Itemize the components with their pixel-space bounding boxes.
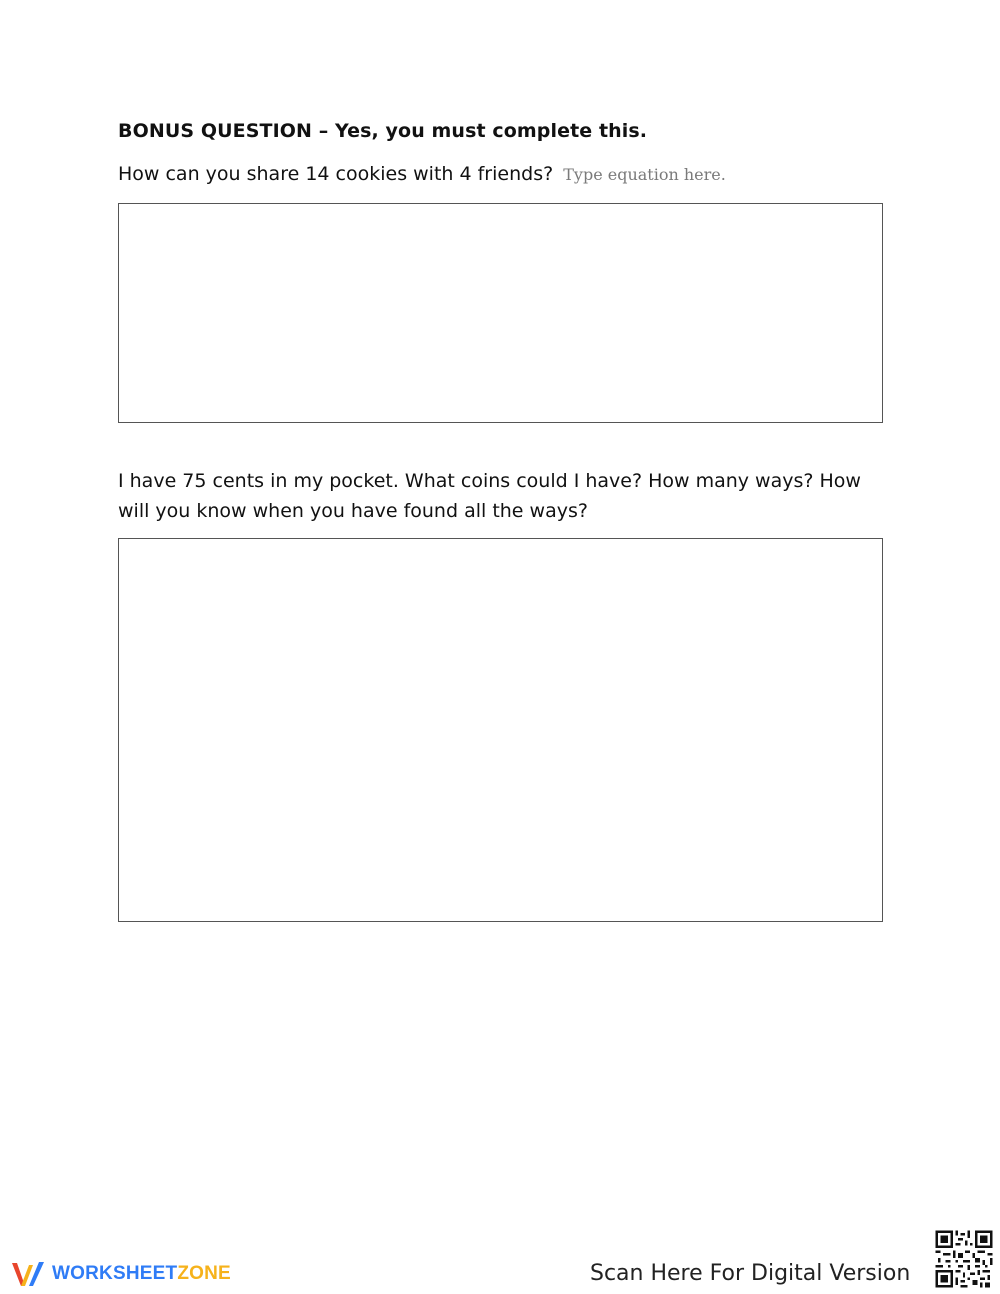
answer-box-2[interactable] bbox=[118, 538, 883, 922]
question-2-text: I have 75 cents in my pocket. What coins could I have? How many ways? How will you know when you have found all the ways? bbox=[118, 470, 861, 522]
brand-name-part1: WORKSHEET bbox=[52, 1263, 178, 1284]
brand-name bbox=[52, 1263, 231, 1285]
brand-name-part2: ZONE bbox=[177, 1263, 231, 1284]
scan-caption: Scan Here For Digital Version bbox=[590, 1261, 911, 1286]
answer-box-1[interactable] bbox=[118, 203, 883, 423]
qr-code-icon[interactable] bbox=[933, 1228, 995, 1290]
bonus-question-title: BONUS QUESTION – Yes, you must complete this. bbox=[118, 120, 648, 142]
logo-w-icon bbox=[10, 1259, 48, 1289]
worksheetzone-logo bbox=[10, 1258, 231, 1290]
question-1-text: How can you share 14 cookies with 4 friends? bbox=[118, 163, 554, 185]
equation-placeholder[interactable]: Type equation here. bbox=[563, 165, 726, 184]
question-1 bbox=[118, 163, 726, 185]
